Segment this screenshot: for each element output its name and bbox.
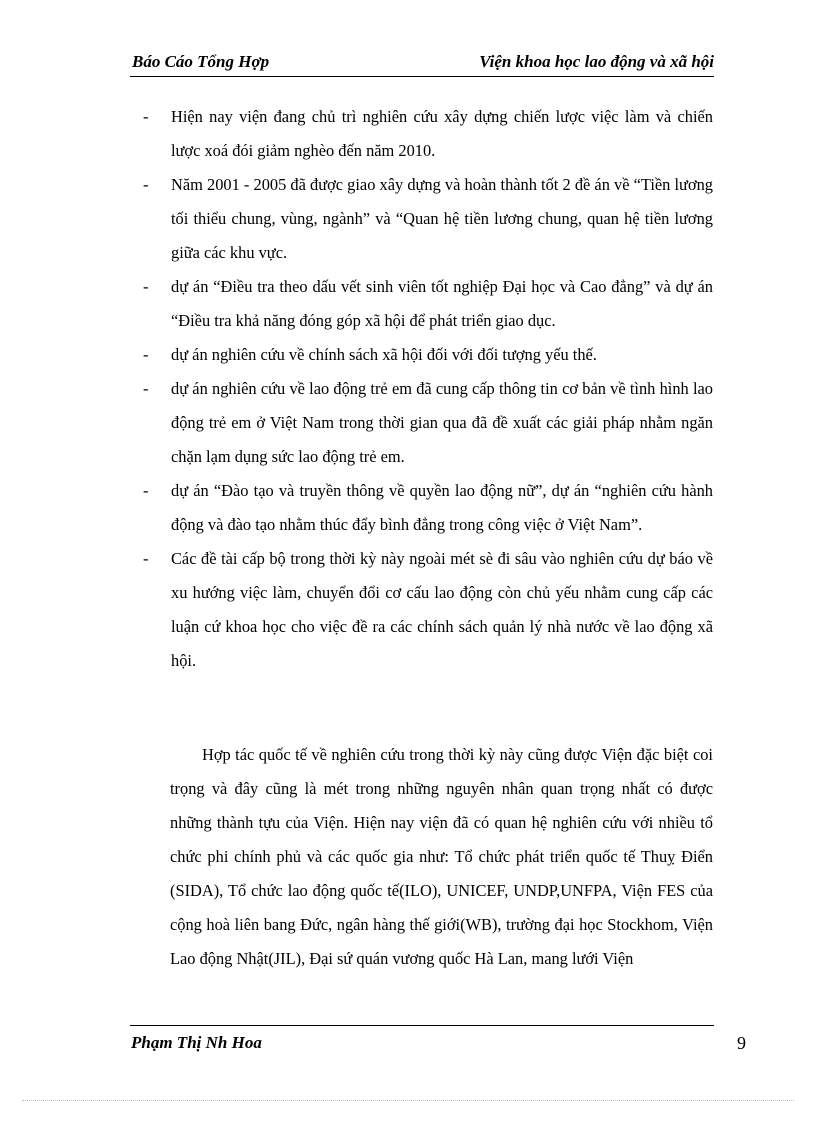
page-number: 9 — [737, 1033, 746, 1053]
list-item-text: dự án “Điều tra theo dấu vết sinh viên tốt nghiệp Đại học và Cao đẳng” và dự án “Điều tra khả năng đóng góp xã hội để phát triển giao dục. — [171, 277, 713, 330]
list-item — [143, 270, 713, 338]
header-report-title: Báo Cáo Tổng Hợp — [132, 52, 270, 71]
document-body — [143, 100, 713, 678]
bullet-dash: - — [143, 277, 149, 296]
footer-divider — [130, 1025, 714, 1026]
list-item-text: dự án nghiên cứu về lao động trẻ em đã cung cấp thông tin cơ bản về tình hình lao động trẻ em ở Việt Nam trong thời gian qua đã đề xuất các giải pháp nhằm ngăn chặn lạm dụng sức lao động trẻ em. — [171, 379, 713, 466]
international-cooperation-paragraph: Hợp tác quốc tế về nghiên cứu trong thời kỳ này cũng được Viện đặc biệt coi trọng và đây cũng là mét trong những nguyên nhân quan trọng nhất có được những thành tựu của Viện. Hiện nay viện đã có quan hệ nghiên cứu với nhiều tổ chức phi chính phủ và các quốc gia như: Tổ chức phát triển quốc tế Thuỵ Điển (SIDA), Tổ chức lao động quốc tế(ILO), UNICEF, UNDP,UNFPA, Viện FES của cộng hoà liên bang Đức, ngân hàng thế giới(WB), trường đại học Stockhom, Viện Lao động Nhật(JIL), Đại sứ quán vương quốc Hà Lan, mang lưới Viện — [170, 745, 713, 968]
bullet-dash: - — [143, 107, 149, 126]
bullet-dash: - — [143, 345, 149, 364]
bullet-dash: - — [143, 549, 149, 568]
bullet-dash: - — [143, 379, 149, 398]
list-item — [143, 542, 713, 678]
header-institute-name: Viện khoa học lao động và xã hội — [479, 52, 714, 71]
list-item — [143, 338, 713, 372]
list-item-text: Năm 2001 - 2005 đã được giao xây dựng và hoàn thành tốt 2 đề án về “Tiền lương tối thiểu chung, vùng, ngành” và “Quan hệ tiền lương chung, quan hệ tiền lương giữa các khu vực. — [171, 175, 713, 262]
list-item — [143, 372, 713, 474]
bullet-dash: - — [143, 481, 149, 500]
list-item-text: dự án nghiên cứu về chính sách xã hội đối với đối tượng yếu thế. — [171, 345, 597, 364]
page-header — [130, 52, 714, 77]
list-item — [143, 474, 713, 542]
bullet-list — [143, 100, 713, 678]
bullet-dash: - — [143, 175, 149, 194]
list-item — [143, 168, 713, 270]
list-item — [143, 100, 713, 168]
list-item-text: Hiện nay viện đang chủ trì nghiên cứu xây dựng chiến lược việc làm và chiến lược xoá đói giảm nghèo đến năm 2010. — [171, 107, 713, 160]
list-item-text: Các đề tài cấp bộ trong thời kỳ này ngoài mét sè đi sâu vào nghiên cứu dự báo về xu hướng việc làm, chuyển đổi cơ cấu lao động còn chủ yếu nhằm cung cấp các luận cứ khoa học cho việc đề ra các chính sách quản lý nhà nước về lao động xã hội. — [171, 549, 713, 670]
page-bottom-border — [22, 1100, 794, 1101]
footer-author: Phạm Thị Nh Hoa — [131, 1033, 262, 1052]
list-item-text: dự án “Đào tạo và truyền thông về quyền lao động nữ”, dự án “nghiên cứu hành động và đào tạo nhằm thúc đẩy bình đẳng trong công việc ở Việt Nam”. — [171, 481, 713, 534]
